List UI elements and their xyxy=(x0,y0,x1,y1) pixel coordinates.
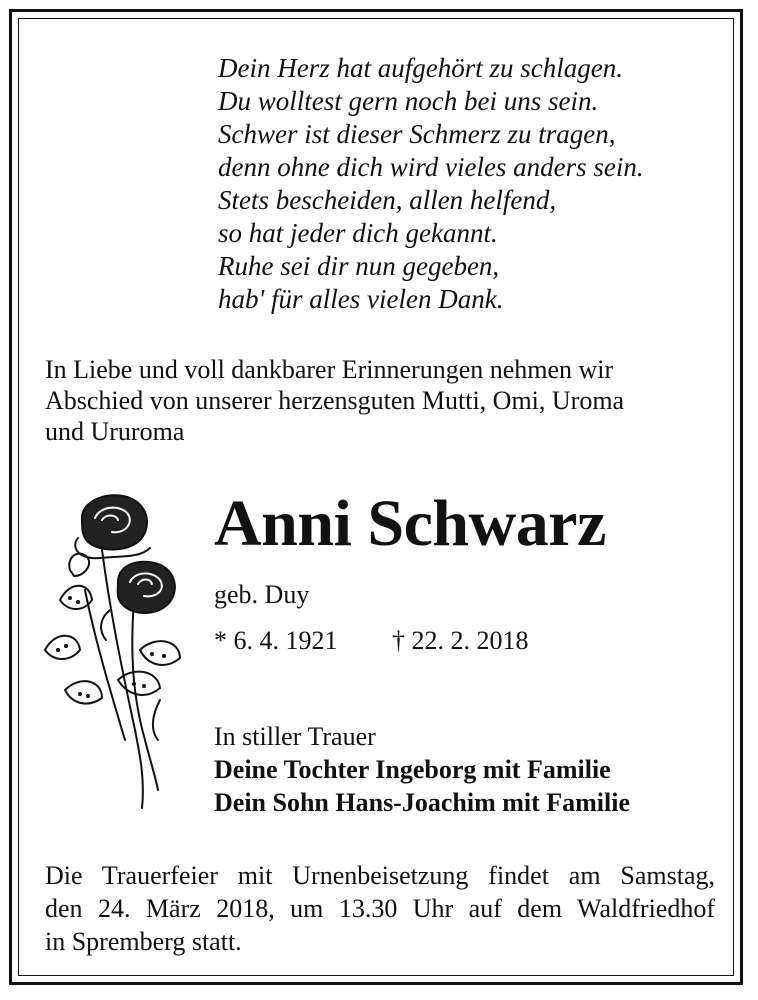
maiden-name: geb. Duy xyxy=(214,580,310,609)
intro-line: und Ururoma xyxy=(45,417,185,446)
poem-line: so hat jeder dich gekannt. xyxy=(218,218,498,248)
rose-illustration-icon xyxy=(40,490,190,810)
poem-line: denn ohne dich wird vieles anders sein. xyxy=(218,152,644,182)
poem-line: Schwer ist dieser Schmerz zu tragen, xyxy=(218,119,616,149)
poem xyxy=(218,52,644,316)
death-date: † 22. 2. 2018 xyxy=(392,626,529,655)
poem-line: Stets bescheiden, allen helfend, xyxy=(218,185,557,215)
mourners-block xyxy=(214,720,630,819)
intro-line: Abschied von unserer herzensguten Mutti, Omi, Uroma xyxy=(45,386,625,415)
life-dates xyxy=(214,626,529,656)
poem-line: Du wolltest gern noch bei uns sein. xyxy=(218,86,599,116)
service-line: in Spremberg statt. xyxy=(45,927,242,956)
mourners-intro: In stiller Trauer xyxy=(214,722,376,751)
intro-text xyxy=(45,354,715,447)
poem-line: Ruhe sei dir nun gegeben, xyxy=(218,251,500,281)
intro-line: In Liebe und voll dankbarer Erinnerungen nehmen wir xyxy=(45,355,614,384)
service-notice xyxy=(45,859,715,958)
deceased-name: Anni Schwarz xyxy=(214,487,606,560)
poem-line: Dein Herz hat aufgehört zu schlagen. xyxy=(218,53,623,83)
poem-line: hab' für alles vielen Dank. xyxy=(218,284,504,314)
mourner-daughter: Deine Tochter Ingeborg mit Familie xyxy=(214,755,611,784)
mourner-son: Dein Sohn Hans-Joachim mit Familie xyxy=(214,788,631,817)
birth-date: * 6. 4. 1921 xyxy=(214,626,338,655)
service-line: Die Trauerfeier mit Urnenbeisetzung findet am Samstag, xyxy=(45,861,715,890)
service-line: den 24. März 2018, um 13.30 Uhr auf dem Waldfriedhof xyxy=(45,894,715,923)
